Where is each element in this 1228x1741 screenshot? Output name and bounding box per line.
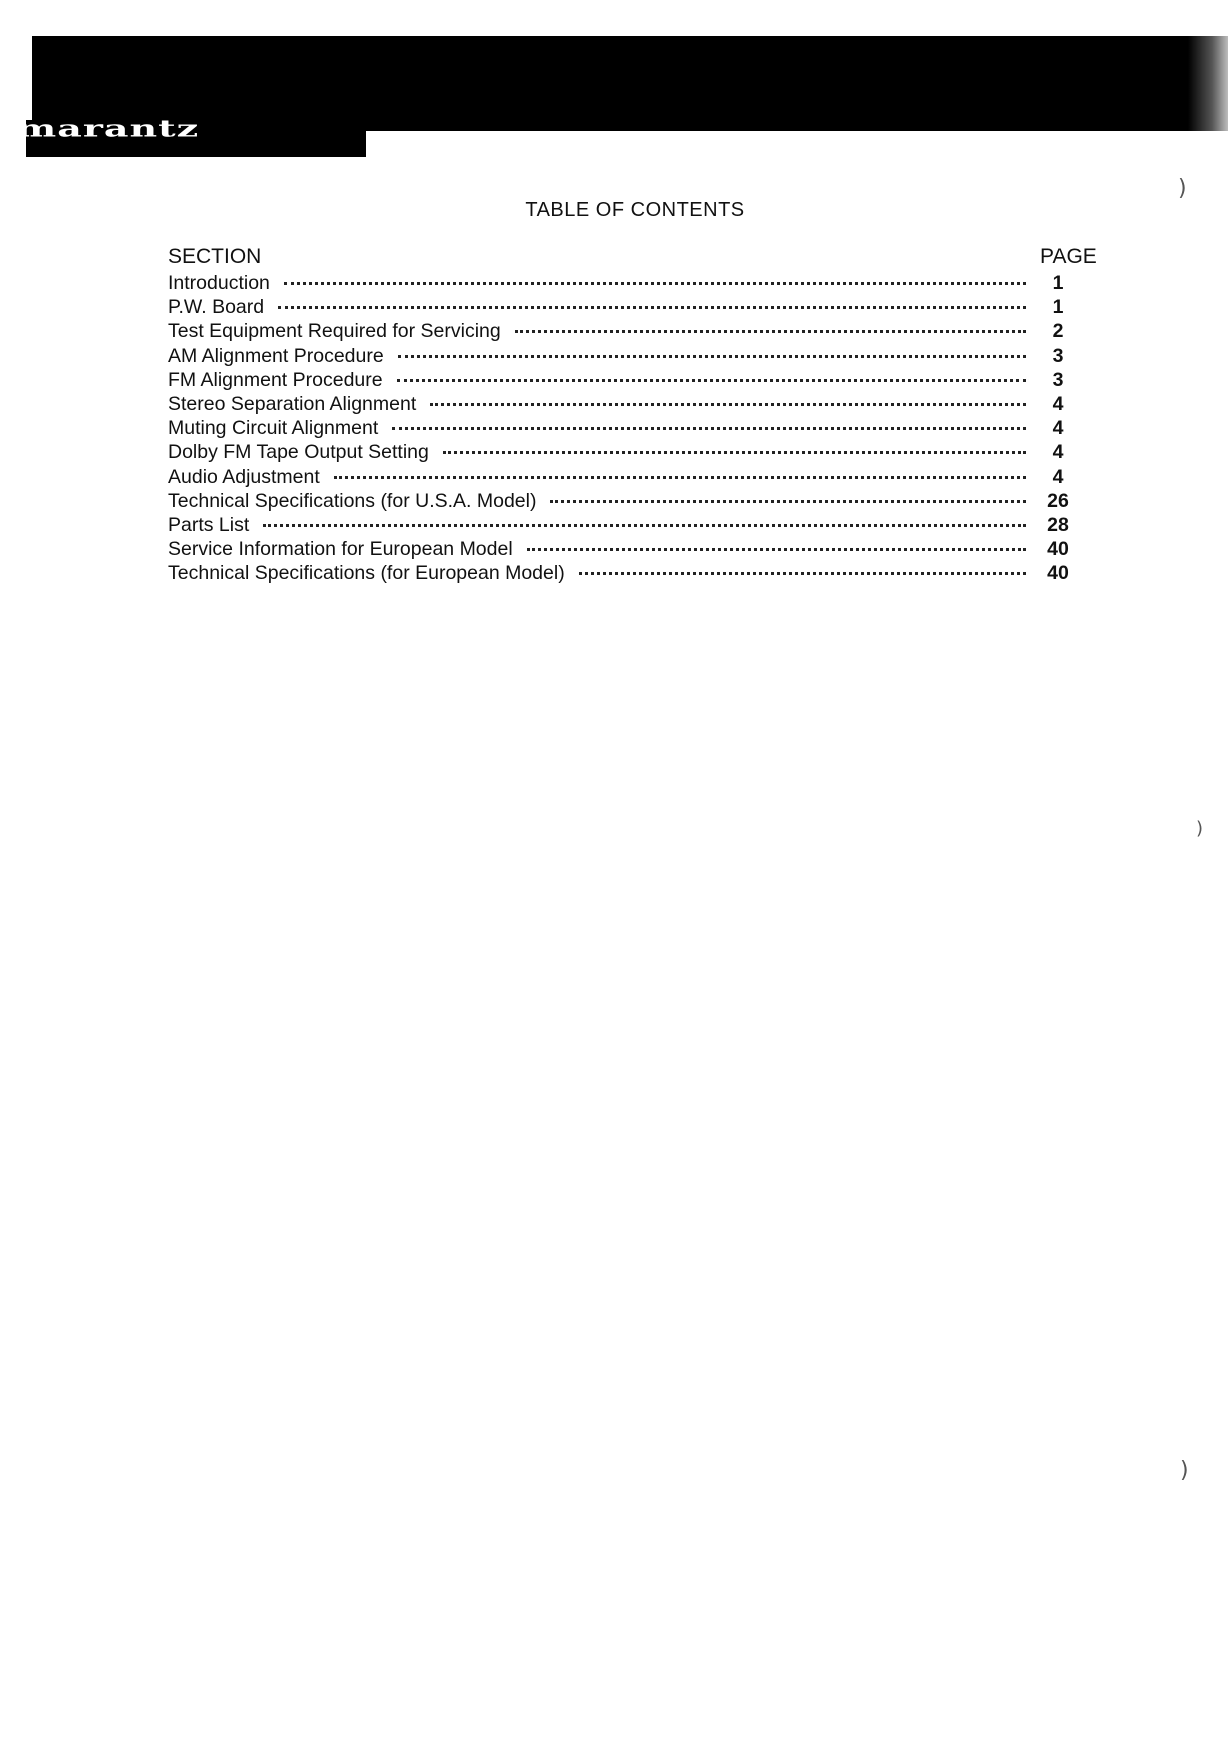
toc-entry[interactable]	[168, 514, 1080, 538]
toc-entry[interactable]	[168, 466, 1080, 490]
toc-leader-dots	[515, 330, 1026, 333]
header-banner-edge	[1188, 36, 1228, 131]
toc-entry-label: Stereo Separation Alignment	[168, 392, 417, 415]
marantz-logo: marantz	[16, 114, 200, 142]
binder-hole-mark: )	[1178, 176, 1187, 201]
toc-leader-dots	[334, 476, 1026, 479]
toc-entry-page: 2	[1052, 320, 1064, 343]
toc-entry-label: Parts List	[168, 513, 250, 536]
toc-entry-page: 4	[1052, 465, 1064, 488]
toc-entry-page: 28	[1047, 513, 1069, 536]
toc-entry[interactable]	[168, 490, 1080, 514]
toc-entry-page: 1	[1052, 272, 1064, 294]
toc-entry[interactable]	[168, 369, 1080, 393]
toc-list	[168, 272, 1080, 586]
toc-entry[interactable]	[168, 272, 1080, 296]
toc-entry-label: AM Alignment Procedure	[168, 344, 384, 367]
toc-entry-page: 4	[1052, 441, 1064, 464]
header-banner	[32, 36, 1228, 131]
toc-leader-dots	[398, 355, 1026, 358]
section-column-heading: SECTION	[168, 245, 262, 268]
toc-entry[interactable]	[168, 538, 1080, 562]
toc-entry-label: P.W. Board	[168, 296, 265, 319]
toc-entry-label: FM Alignment Procedure	[168, 368, 383, 391]
toc-entry-label: Technical Specifications (for European Model)	[168, 562, 565, 585]
toc-entry[interactable]	[168, 320, 1080, 344]
toc-entry-page: 3	[1052, 368, 1064, 391]
toc-entry[interactable]	[168, 417, 1080, 441]
toc-entry-label: Dolby FM Tape Output Setting	[168, 441, 429, 464]
toc-entry-page: 4	[1052, 417, 1064, 440]
binder-hole-mark: )	[1196, 818, 1204, 839]
toc-entry-page: 4	[1052, 392, 1064, 415]
toc-entry-label: Introduction	[168, 272, 270, 294]
toc-entry-label: Technical Specifications (for U.S.A. Model)	[168, 489, 537, 512]
toc-entry-page: 26	[1047, 489, 1069, 512]
page-column-heading: PAGE	[1040, 245, 1097, 268]
toc-leader-dots	[430, 403, 1026, 406]
toc-leader-dots	[392, 427, 1026, 430]
toc-leader-dots	[443, 451, 1026, 454]
toc-entry[interactable]	[168, 441, 1080, 465]
binder-hole-mark: )	[1180, 1458, 1189, 1483]
toc-leader-dots	[263, 524, 1026, 527]
toc-leader-dots	[284, 282, 1026, 285]
toc-entry[interactable]	[168, 562, 1080, 586]
toc-entry-label: Muting Circuit Alignment	[168, 417, 379, 440]
toc-leader-dots	[397, 379, 1026, 382]
toc-entry-label: Service Information for European Model	[168, 538, 513, 561]
toc-leader-dots	[527, 548, 1026, 551]
toc-leader-dots	[278, 306, 1026, 309]
toc-leader-dots	[579, 572, 1026, 575]
toc-entry-label: Audio Adjustment	[168, 465, 320, 488]
toc-entry[interactable]	[168, 296, 1080, 320]
toc-entry-page: 40	[1047, 538, 1069, 561]
toc-entry-label: Test Equipment Required for Servicing	[168, 320, 501, 343]
toc-leader-dots	[550, 500, 1026, 503]
toc-entry-page: 40	[1047, 562, 1069, 585]
toc-entry[interactable]	[168, 393, 1080, 417]
toc-entry-page: 1	[1052, 296, 1064, 319]
toc-entry[interactable]	[168, 345, 1080, 369]
toc-entry-page: 3	[1052, 344, 1064, 367]
page-title: TABLE OF CONTENTS	[525, 199, 745, 221]
